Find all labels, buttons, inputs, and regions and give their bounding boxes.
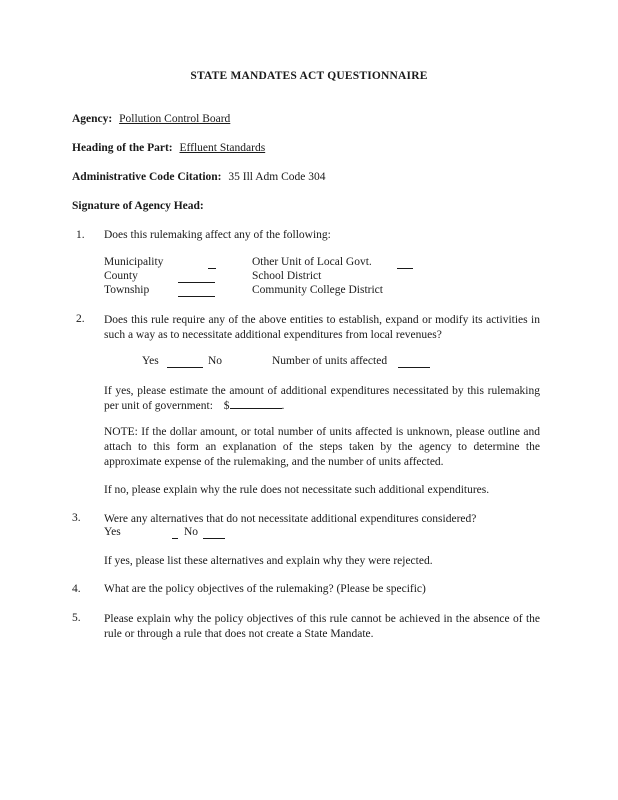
citation-value: 35 Ill Adm Code 304 — [228, 171, 326, 183]
q2-estimate-text: If yes, please estimate the amount of additional expenditures necessitated by this rulemaking per unit of government: $ . — [104, 385, 540, 412]
q1-item-county: County — [104, 270, 138, 282]
q2-number: 2. — [76, 313, 85, 325]
q1-text: Does this rulemaking affect any of the following: — [104, 229, 331, 241]
other-unit-blank[interactable] — [397, 259, 413, 269]
q4-number: 4. — [72, 583, 81, 595]
q1-number: 1. — [76, 229, 85, 241]
q2-estimate: If yes, please estimate the amount of additional expenditures necessitated by this rulemaking per unit of government: — [104, 385, 540, 412]
citation-field — [72, 171, 326, 183]
q3-yes-label: Yes — [104, 526, 121, 538]
citation-label: Administrative Code Citation: — [72, 171, 222, 183]
agency-label: Agency: — [72, 113, 113, 125]
q1-item-other-unit: Other Unit of Local Govt. — [252, 256, 372, 268]
q3-if-yes: If yes, please list these alternatives and explain why they were rejected. — [104, 555, 433, 567]
township-blank[interactable] — [178, 287, 215, 297]
county-blank[interactable] — [178, 273, 215, 283]
q5-number: 5. — [72, 612, 81, 624]
q1-item-community-college: Community College District — [252, 284, 383, 296]
q1-item-school-district: School District — [252, 270, 322, 282]
q2-units-blank[interactable] — [398, 358, 430, 368]
heading-value: Effluent Standards — [179, 142, 266, 154]
q2-if-no: If no, please explain why the rule does not necessitate such additional expenditures. — [104, 484, 490, 496]
page-title: STATE MANDATES ACT QUESTIONNAIRE — [190, 70, 428, 82]
q2-dollar-sign: $ — [223, 400, 230, 412]
agency-value: Pollution Control Board — [119, 113, 231, 125]
q3-text: Were any alternatives that do not necessitate additional expenditures considered? — [104, 513, 477, 525]
q4-text: What are the policy objectives of the rulemaking? (Please be specific) — [104, 583, 426, 595]
q3-yes-blank[interactable] — [172, 529, 178, 539]
heading-field — [72, 142, 265, 154]
q2-units-label: Number of units affected — [272, 355, 388, 367]
q2-no-label: No — [208, 355, 223, 367]
q2-yes-blank[interactable] — [167, 358, 203, 368]
agency-field — [72, 113, 230, 125]
signature-label: Signature of Agency Head: — [72, 200, 204, 212]
q2-yes-label: Yes — [142, 355, 159, 367]
q2-note: NOTE: If the dollar amount, or total number of units affected is unknown, please outline and attach to this form an explanation of the steps taken by the agency to determine the approximate expense of the rulemaking, and the number of units affected. — [104, 426, 540, 468]
q2-dollar-blank[interactable] — [230, 399, 282, 409]
q3-number: 3. — [72, 512, 81, 524]
q2-text: Does this rule require any of the above entities to establish, expand or modify its activities in such a way as to necessitate additional expenditures from local revenues? — [104, 314, 540, 341]
heading-label: Heading of the Part: — [72, 142, 173, 154]
q1-item-township: Township — [104, 284, 150, 296]
q3-no-label: No — [184, 526, 199, 538]
q5-text: Please explain why the policy objectives of this rule cannot be achieved in the absence of the rule or through a rule that does not create a State Mandate. — [104, 613, 540, 640]
municipality-blank[interactable] — [208, 259, 216, 269]
q1-item-municipality: Municipality — [104, 256, 164, 268]
q3-no-blank[interactable] — [203, 529, 225, 539]
